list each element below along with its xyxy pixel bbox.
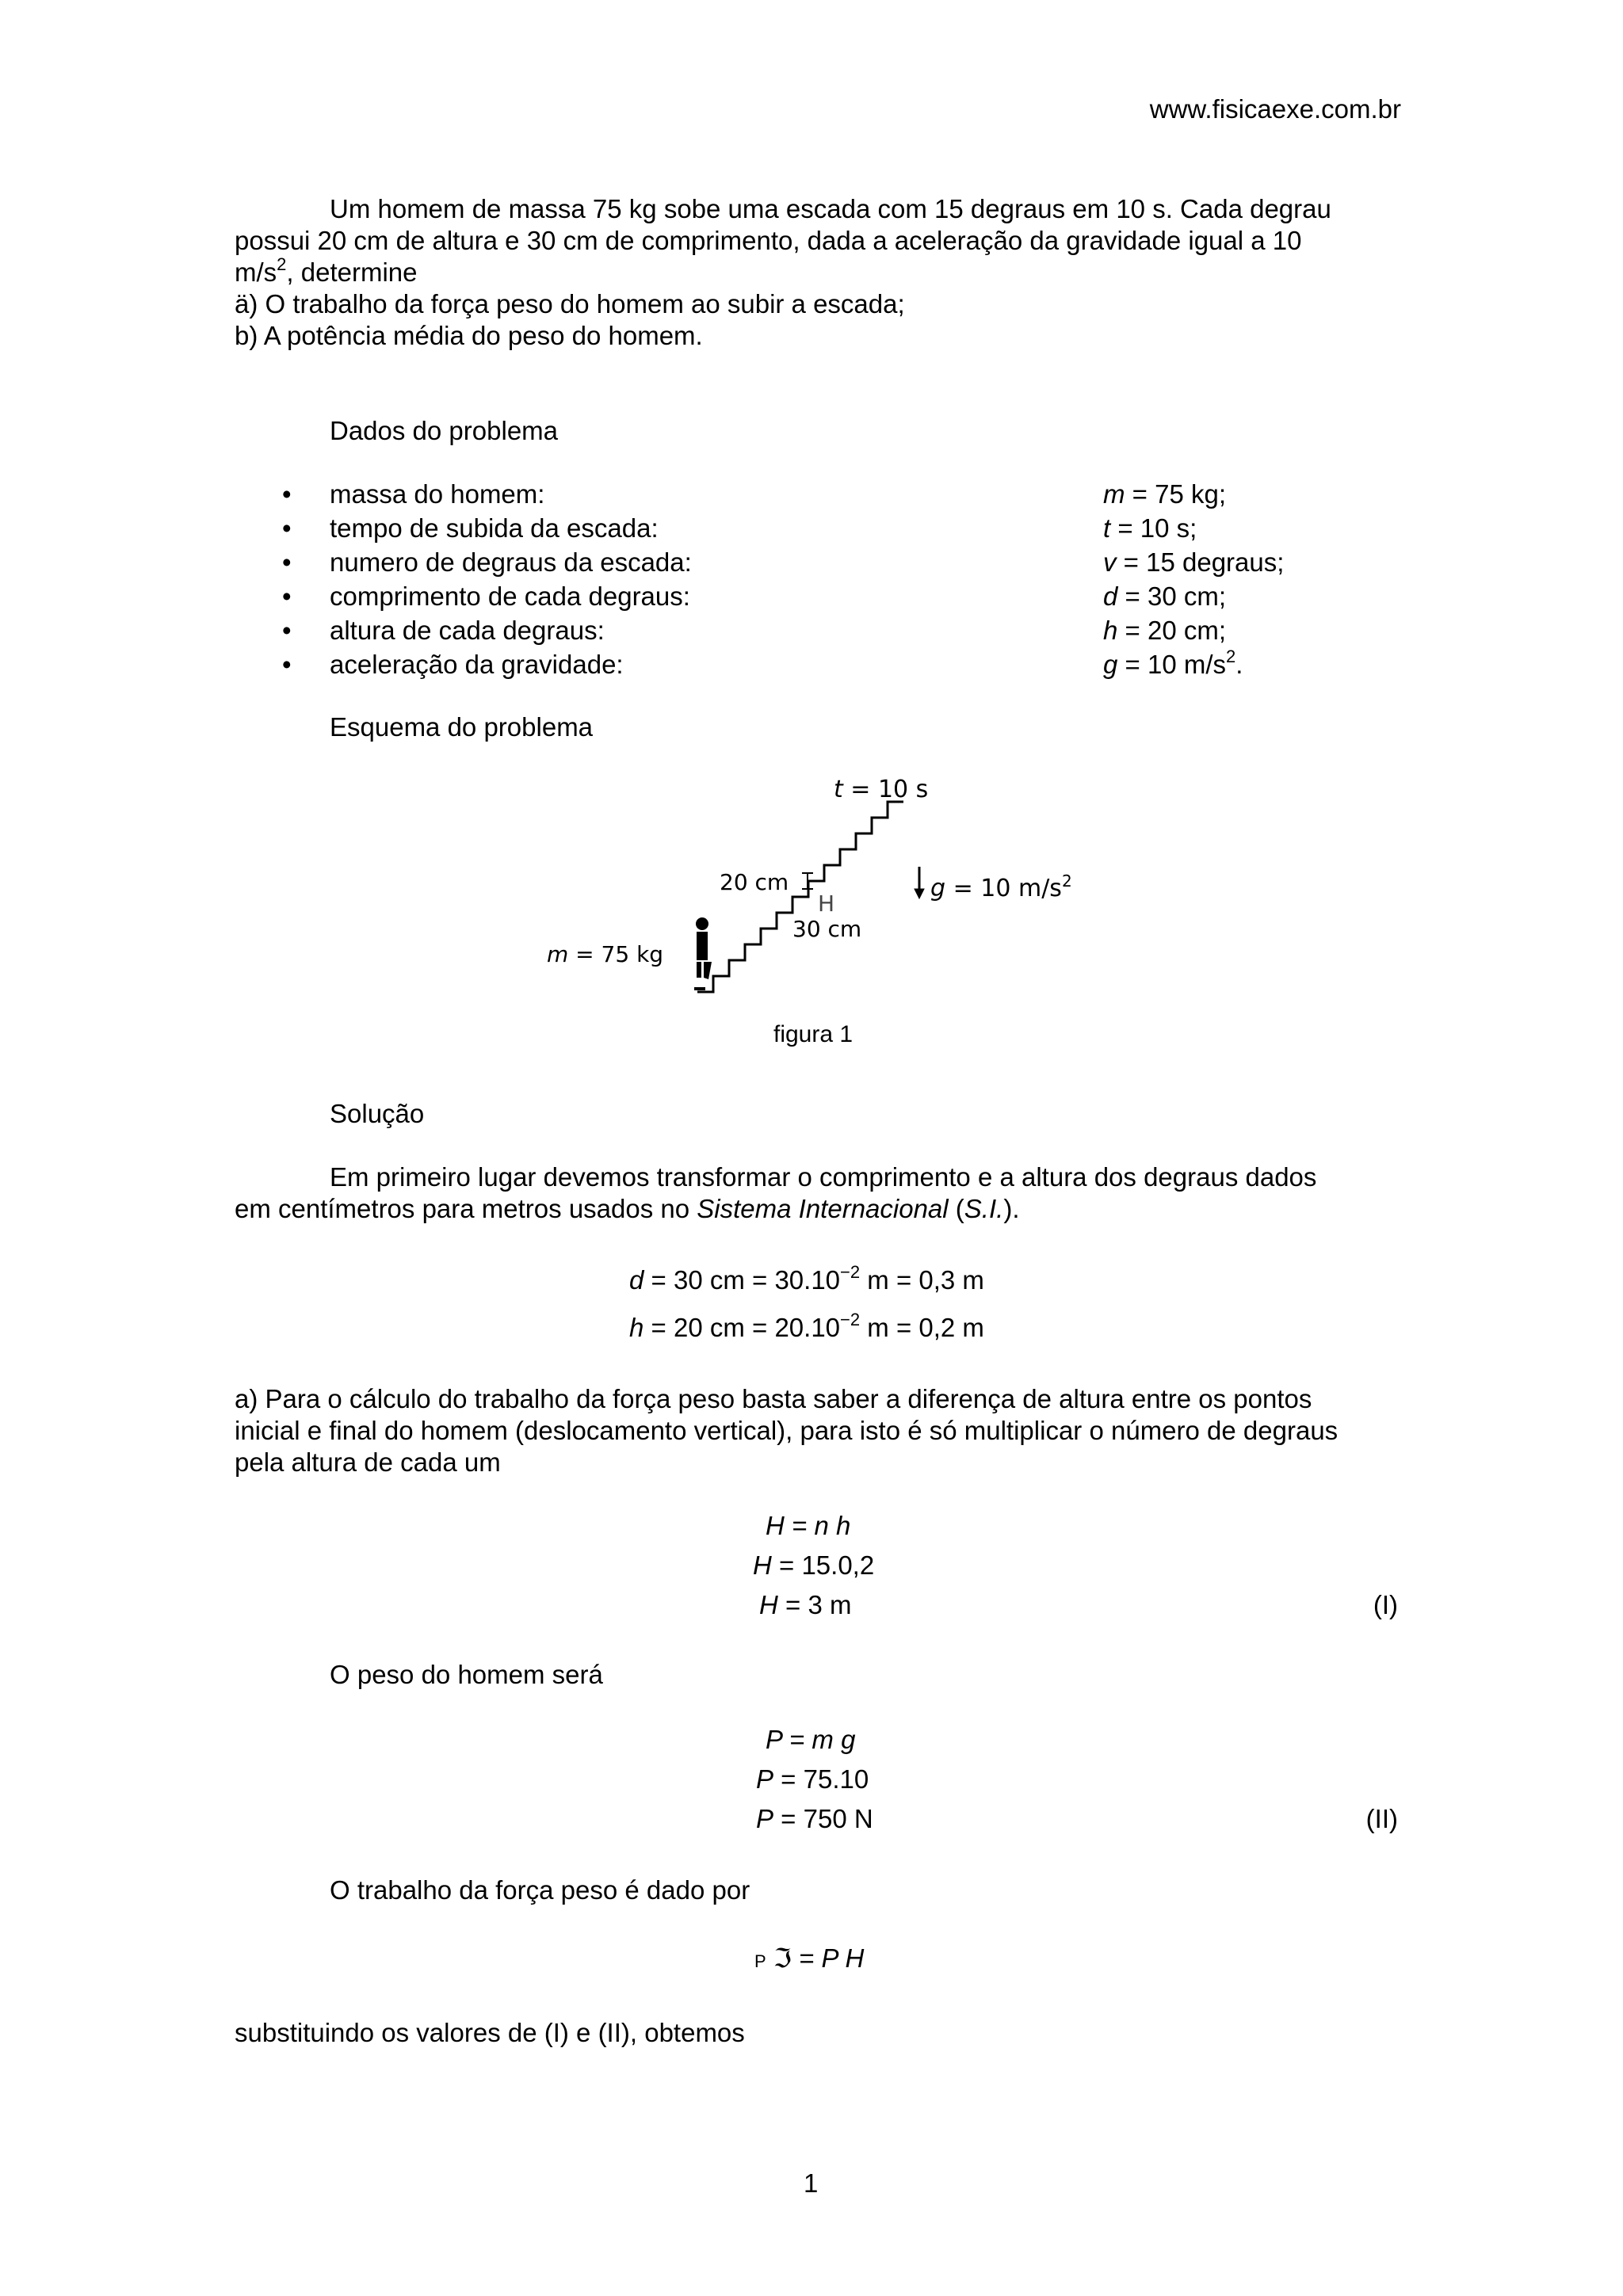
solucao-a-line-1: a) Para o cálculo do trabalho da força peso basta saber a diferença de altura entre os pontos [235,1384,1312,1413]
gravity-arrow-icon [915,867,924,898]
equation-ref-II: (II) [1365,1804,1398,1833]
staircase-icon [697,802,903,992]
equation-work: P ℑ = P H [754,1943,865,1974]
step-length-label: 30 cm [792,916,862,942]
bullet-icon: • [282,650,292,679]
dados-title: Dados do problema [330,416,559,445]
question-b: b) A potência média do peso do homem. [235,321,703,350]
figure-g-label: g = 10 $m/s^2$ [930,871,1072,902]
dados-item: • numero de degraus da escada: v = 15 degraus; [282,547,1285,577]
equation-P-1: P = m g [766,1725,856,1754]
dados-item: • aceleração da gravidade: g = 10 $m/s^2$. [282,646,1243,679]
dados-value: h = 20 cm; [1103,616,1226,645]
peso-intro: O peso do homem será [330,1660,603,1689]
dados-value: d = 30 cm; [1103,582,1226,611]
bullet-icon: • [282,616,292,645]
dados-item: • tempo de subida da escada: t = 10 s; [282,513,1197,543]
step-height-label: 20 cm [720,869,789,895]
equation-ref-I: (I) [1373,1590,1398,1619]
figure-m-value: = 75 kg [568,941,664,967]
man-icon [694,917,712,990]
dados-item: • altura de cada degraus: h = 20 cm; [282,616,1226,645]
figure-m-label: m = 75 kg [547,941,664,967]
height-H-label: H [818,891,835,917]
solucao-paragraph-a [235,1383,1401,1478]
equation-d: d = 30 cm = $30.10^{-2}$ m = 0,3 m [629,1262,984,1295]
figure-t-value: = 10 s [842,776,929,803]
figure-g-exp: 2 [1061,871,1072,891]
equation-H-3: H = 3 m [759,1590,852,1619]
intro-line-3: $m/s^2$, determine [235,254,418,287]
final-line: substituindo os valores de (I) e (II), obtemos [235,2018,745,2047]
stair-figure [547,761,1102,1014]
dados-value: t = 10 s; [1103,513,1197,543]
dados-item: • massa do homem: m = 75 kg; [282,479,1227,509]
solucao-p1-line-2: em centímetros para metros usados no Sistema Internacional (S.I.). [235,1194,1020,1223]
site-url: www.fisicaexe.com.br [1149,94,1401,124]
solucao-paragraph-1 [235,1161,1401,1225]
dados-value: v = 15 degraus; [1103,547,1285,577]
equation-h: h = 20 cm = $20.10^{-2}$ m = 0,2 m [629,1310,984,1342]
trabalho-intro: O trabalho da força peso é dado por [330,1875,750,1905]
solucao-a-line-2: inicial e final do homem (deslocamento vertical), para isto é só multiplicar o número de degraus [235,1416,1338,1445]
bullet-icon: • [282,479,292,509]
solucao-p1-line-1: Em primeiro lugar devemos transformar o comprimento e a altura dos degraus dados [330,1162,1317,1192]
dados-value: m = 75 kg; [1103,479,1227,509]
intro-paragraph [235,193,1401,352]
page-number: 1 [804,2168,819,2198]
solucao-a-line-3: pela altura de cada um [235,1447,501,1477]
esquema-title: Esquema do problema [330,712,594,742]
figure-caption: figura 1 [773,1021,854,1047]
figure-g-value: = 10 m/s [945,875,1062,902]
question-a: ä) O trabalho da força peso do homem ao subir a escada; [235,289,905,318]
bullet-icon: • [282,513,292,543]
equation-H-2: H = 15.0,2 [753,1550,875,1580]
solucao-title: Solução [330,1099,425,1128]
intro-line-1: Um homem de massa 75 kg sobe uma escada com 15 degraus em 10 s. Cada degrau [330,194,1331,223]
dados-item: • comprimento de cada degraus: d = 30 cm; [282,582,1226,611]
equation-H-1: H = n h [766,1511,851,1540]
intro-line-2: possui 20 cm de altura e 30 cm de comprimento, dada a aceleração da gravidade igual a 10 [235,226,1302,255]
equation-P-2: P = 75.10 [756,1764,869,1794]
bullet-icon: • [282,582,292,611]
figure-t-label: t = 10 s [834,776,929,803]
bullet-icon: • [282,547,292,577]
equation-P-3: P = 750 N [756,1804,873,1833]
dados-value: g = 10 $m/s^2$. [1103,646,1243,679]
